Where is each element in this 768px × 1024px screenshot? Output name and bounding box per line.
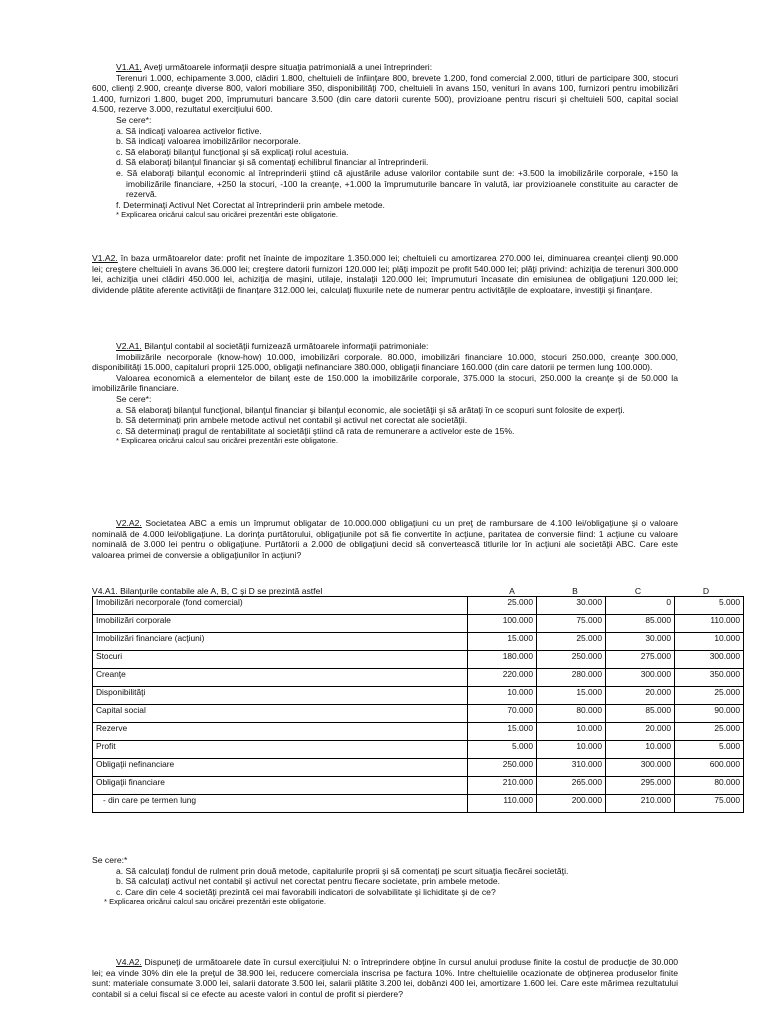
cell-value-d: 80.000 bbox=[675, 777, 744, 795]
cell-value-c: 275.000 bbox=[606, 651, 675, 669]
v1a2-title: V1.A2. bbox=[92, 253, 118, 263]
v2a2-title: V2.A2. bbox=[116, 518, 142, 528]
v1a1-task-a: a. Să indicaţi valoarea activelor fictive. bbox=[116, 125, 262, 136]
table-row bbox=[93, 597, 744, 615]
v2a2-text: V2.A2. Societatea ABC a emis un împrumut obligatar de 10.000.000 obligaţiuni cu un preţ de rambursare de 4.100 lei/obligaţiune şi o valoare nominală de 4.000 lei/obligaţiune. La dorinţa purtătorului, obligaţiunile pot să fie convertite în acţiune, paritatea de conversie fiind: 1 acţiune cu valoare nominală de 3.000 lei pentru o obligaţiune. Purtătorii a 2.000 de obligaţiuni decid să convertească titlurile lor în acţiuni ale societăţii ABC. Care este valoarea primei de conversie a obligaţiunilor în acţiuni? bbox=[92, 518, 678, 560]
cell-value-a: 180.000 bbox=[468, 651, 537, 669]
v2a1-se-cere: Se cere*: bbox=[116, 393, 152, 404]
table-row bbox=[93, 705, 744, 723]
section-v2a1 bbox=[92, 341, 678, 447]
row-label: Obligaţii financiare bbox=[93, 777, 468, 795]
col-header-b: B bbox=[572, 586, 578, 596]
v4a1-task-a: a. Să calculaţi fondul de rulment prin două metode, capitalurile proprii şi să comentaţi pe scurt situaţia fiecărei societăţi. bbox=[116, 865, 569, 876]
cell-value-d: 25.000 bbox=[675, 687, 744, 705]
section-v4a1-tasks bbox=[92, 855, 692, 908]
cell-value-c: 85.000 bbox=[606, 705, 675, 723]
section-v4a2 bbox=[92, 957, 678, 999]
balance-sheet-body bbox=[93, 597, 744, 813]
cell-value-a: 210.000 bbox=[468, 777, 537, 795]
cell-value-a: 110.000 bbox=[468, 795, 537, 813]
v2a1-task-c: c. Să determinaţi pragul de rentabilitate al societăţii ştiind că rata de remunerare a activelor este de 15%. bbox=[116, 425, 515, 436]
v2a1-eval: Valoarea economică a elementelor de bilanţ este de 150.000 la imobilizările corporale, 375.000 la stocuri, 250.000 la creanţe şi de 50.000 la imobilizările financiare. bbox=[92, 372, 678, 394]
balance-sheet-table bbox=[92, 596, 744, 813]
v1a1-task-c: c. Să elaboraţi bilanţul funcţional şi să explicaţi rolul acestuia. bbox=[116, 146, 349, 157]
table-row bbox=[93, 741, 744, 759]
v2a1-data: Imobilizările necorporale (know-how) 10.000, imobilizări corporale. 80.000, imobilizări financiare 10.000, stocuri 250.000, creanţe 300.000, disponibilităţi 15.000, capitaluri proprii 125.000, obligaţii nefinanciare 380.000, obligaţii financiare 160.000 (din care datorii pe termen lung 100.000). bbox=[92, 351, 678, 373]
cell-value-c: 210.000 bbox=[606, 795, 675, 813]
cell-value-b: 310.000 bbox=[537, 759, 606, 777]
cell-value-d: 110.000 bbox=[675, 615, 744, 633]
cell-value-c: 85.000 bbox=[606, 615, 675, 633]
cell-value-a: 5.000 bbox=[468, 741, 537, 759]
v2a1-task-b: b. Să determinaţi prin ambele metode activul net contabil şi activul net corectat ale societăţii. bbox=[116, 415, 468, 426]
cell-value-d: 10.000 bbox=[675, 633, 744, 651]
cell-value-d: 5.000 bbox=[675, 597, 744, 615]
row-label: Creanţe bbox=[93, 669, 468, 687]
cell-value-a: 25.000 bbox=[468, 597, 537, 615]
section-v2a2 bbox=[92, 518, 678, 560]
cell-value-b: 80.000 bbox=[537, 705, 606, 723]
row-label: Disponibilităţi bbox=[93, 687, 468, 705]
table-row bbox=[93, 633, 744, 651]
section-v1a2 bbox=[92, 253, 678, 295]
v1a1-task-d: d. Să elaboraţi bilanţul financiar şi să comentaţi echilibrul financiar al întreprinderii. bbox=[116, 157, 429, 168]
cell-value-c: 20.000 bbox=[606, 687, 675, 705]
cell-value-d: 300.000 bbox=[675, 651, 744, 669]
v4a1-se-cere: Se cere:* bbox=[92, 855, 128, 865]
cell-value-a: 10.000 bbox=[468, 687, 537, 705]
col-header-a: A bbox=[509, 586, 515, 596]
cell-value-b: 10.000 bbox=[537, 723, 606, 741]
v2a1-title: V2.A1. bbox=[116, 341, 142, 351]
table-row bbox=[93, 687, 744, 705]
cell-value-b: 250.000 bbox=[537, 651, 606, 669]
table-row bbox=[93, 795, 744, 813]
v2a1-intro: V2.A1. Bilanţul contabil al societăţii furnizează următoarele informaţii patrimoniale: bbox=[116, 341, 429, 351]
table-row bbox=[93, 651, 744, 669]
v4a1-task-b: b. Să calculaţi activul net contabil şi activul net corectat pentru fiecare societate, prin ambele metode. bbox=[116, 876, 501, 887]
cell-value-d: 5.000 bbox=[675, 741, 744, 759]
v1a1-task-list bbox=[92, 126, 678, 211]
cell-value-b: 75.000 bbox=[537, 615, 606, 633]
v4a1-title: V4.A1. Bilanţurile contabile ale A, B, C şi D se prezintă astfel bbox=[92, 586, 323, 596]
v1a1-note: * Explicarea oricărui calcul sau oricărei prezentări este obligatorie. bbox=[116, 210, 339, 220]
row-label: Capital social bbox=[93, 705, 468, 723]
row-label: Obligaţii nefinanciare bbox=[93, 759, 468, 777]
cell-value-b: 30.000 bbox=[537, 597, 606, 615]
v1a1-title: V1.A1. bbox=[116, 62, 142, 72]
cell-value-a: 15.000 bbox=[468, 633, 537, 651]
v4a1-note: * Explicarea oricărui calcul sau oricărei prezentări este obligatorie. bbox=[104, 897, 327, 907]
v2a1-task-a: a. Să elaboraţi bilanţul funcţional, bilanţul financiar şi bilanţul economic, ale societăţii şi să arătaţi în ce scopuri sunt folosite de experţi. bbox=[116, 404, 625, 415]
cell-value-a: 15.000 bbox=[468, 723, 537, 741]
col-header-c: C bbox=[634, 586, 642, 596]
table-row bbox=[93, 615, 744, 633]
v1a2-text: V1.A2. în baza următoarelor date: profit net înainte de impozitare 1.350.000 lei; cheltuieli cu amortizarea 270.000 lei, diminuarea creanţei clienţi 90.000 lei; creştere cheltuieli în avans 36.000 lei; creştere datorii furnizori 120.000 lei; plăţi impozit pe profit 540.000 lei; plăţi privind: achiziţia de terenuri 300.000 lei, achiziţia unei clădiri 450.000 lei, achiziţia de maşini, utilaje, instalaţii 120.000 lei; împrumuturi încasate din emisiunea de obligaţiuni 120.000 lei; dividende plătite aferente activităţii de finanţare 312.000 lei, calculaţi fluxurile nete de numerar pentru activităţile de exploatare, investiţii şi finanţare. bbox=[92, 253, 678, 295]
v1a1-data: Terenuri 1.000, echipamente 3.000, clădiri 1.800, cheltuieli de înfiinţare 800, brevete 1.200, fond comercial 2.000, titluri de participare 300, stocuri 600, clienţi 2.900, creanţe diverse 800, valori mobiliare 350, disponibilităţi 700, cheltuieli în avans 150, venituri în avans 100, furnizori pentru imobilizări 1.400, furnizori 1.800, buget 200, împrumuturi bancare 3.500 (din care datorii curente 500), provizioane pentru riscuri şi cheltuieli 500, capital social 4.500, rezerve 3.000, rezultatul exerciţiului 600. bbox=[92, 72, 678, 115]
table-row bbox=[93, 723, 744, 741]
v4a1-task-c: c. Care din cele 4 societăţi prezintă cei mai favorabili indicatori de solvabilitate şi lichiditate şi de ce? bbox=[116, 886, 496, 897]
v2a1-note: * Explicarea oricărui calcul sau oricărei prezentări este obligatorie. bbox=[116, 436, 339, 446]
cell-value-a: 70.000 bbox=[468, 705, 537, 723]
col-header-d: D bbox=[702, 586, 710, 596]
row-label: Stocuri bbox=[93, 651, 468, 669]
row-label: - din care pe termen lung bbox=[93, 795, 468, 813]
cell-value-d: 90.000 bbox=[675, 705, 744, 723]
cell-value-b: 265.000 bbox=[537, 777, 606, 795]
cell-value-c: 10.000 bbox=[606, 741, 675, 759]
cell-value-c: 300.000 bbox=[606, 669, 675, 687]
table-row bbox=[93, 777, 744, 795]
v1a1-se-cere: Se cere*: bbox=[116, 114, 152, 125]
row-label: Rezerve bbox=[93, 723, 468, 741]
v1a1-task-f: f. Determinaţi Activul Net Corectat al întreprinderii prin ambele metode. bbox=[116, 199, 385, 210]
cell-value-a: 100.000 bbox=[468, 615, 537, 633]
cell-value-b: 25.000 bbox=[537, 633, 606, 651]
cell-value-c: 20.000 bbox=[606, 723, 675, 741]
v1a1-intro: V1.A1. Aveţi următoarele informaţii despre situaţia patrimonială a unei întreprinderi: bbox=[116, 62, 433, 72]
cell-value-c: 0 bbox=[606, 597, 675, 615]
v2a1-task-list bbox=[92, 405, 678, 437]
cell-value-c: 300.000 bbox=[606, 759, 675, 777]
cell-value-b: 200.000 bbox=[537, 795, 606, 813]
cell-value-c: 30.000 bbox=[606, 633, 675, 651]
cell-value-d: 25.000 bbox=[675, 723, 744, 741]
cell-value-d: 75.000 bbox=[675, 795, 744, 813]
cell-value-d: 350.000 bbox=[675, 669, 744, 687]
cell-value-b: 15.000 bbox=[537, 687, 606, 705]
table-row bbox=[93, 759, 744, 777]
cell-value-c: 295.000 bbox=[606, 777, 675, 795]
cell-value-a: 220.000 bbox=[468, 669, 537, 687]
section-v1a1 bbox=[92, 62, 678, 221]
row-label: Profit bbox=[93, 741, 468, 759]
v1a1-task-b: b. Să indicaţi valoarea imobilizărilor necorporale. bbox=[116, 136, 301, 147]
v1a1-task-e: e. Să elaboraţi bilanţul economic al întreprinderii ştiind că ajustările aduse valorilor contabile sunt de: +3.500 la imobilizările corporale, +150 la imobilizările financiare, +250 la stocuri, -100 la creanţe, +1.000 la împrumuturile bancare în valută, iar provizioanele constituite au caracter de rezervă. bbox=[116, 167, 678, 200]
row-label: Imobilizări corporale bbox=[93, 615, 468, 633]
cell-value-d: 600.000 bbox=[675, 759, 744, 777]
v4a1-task-list bbox=[92, 866, 692, 898]
cell-value-a: 250.000 bbox=[468, 759, 537, 777]
table-row bbox=[93, 669, 744, 687]
cell-value-b: 10.000 bbox=[537, 741, 606, 759]
row-label: Imobilizări necorporale (fond comercial) bbox=[93, 597, 468, 615]
v4a2-title: V4.A2. bbox=[116, 957, 142, 967]
cell-value-b: 280.000 bbox=[537, 669, 606, 687]
row-label: Imobilizări financiare (acţiuni) bbox=[93, 633, 468, 651]
v4a2-text: V4.A2. Dispuneţi de următoarele date în cursul exerciţiului N: o întreprindere obţine în cursul anului produse finite la costul de producţie de 30.000 lei; ea vinde 30% din ele la preţul de 38.900 lei, reducere comerciala inscrisa pe factura 10%. Intre cheltuielile ocazionate de obţinerea produselor finite sunt: materiale consumate 3.000 lei, salarii datorate 3.500 lei, salarii plătite 3.200 lei, dobânzi 400 lei, amortizare 1.600 lei. Care este mărimea rezultatului contabil si a celui fiscal si ce efecte au aceste valori in contul de profit si pierdere? bbox=[92, 957, 678, 999]
